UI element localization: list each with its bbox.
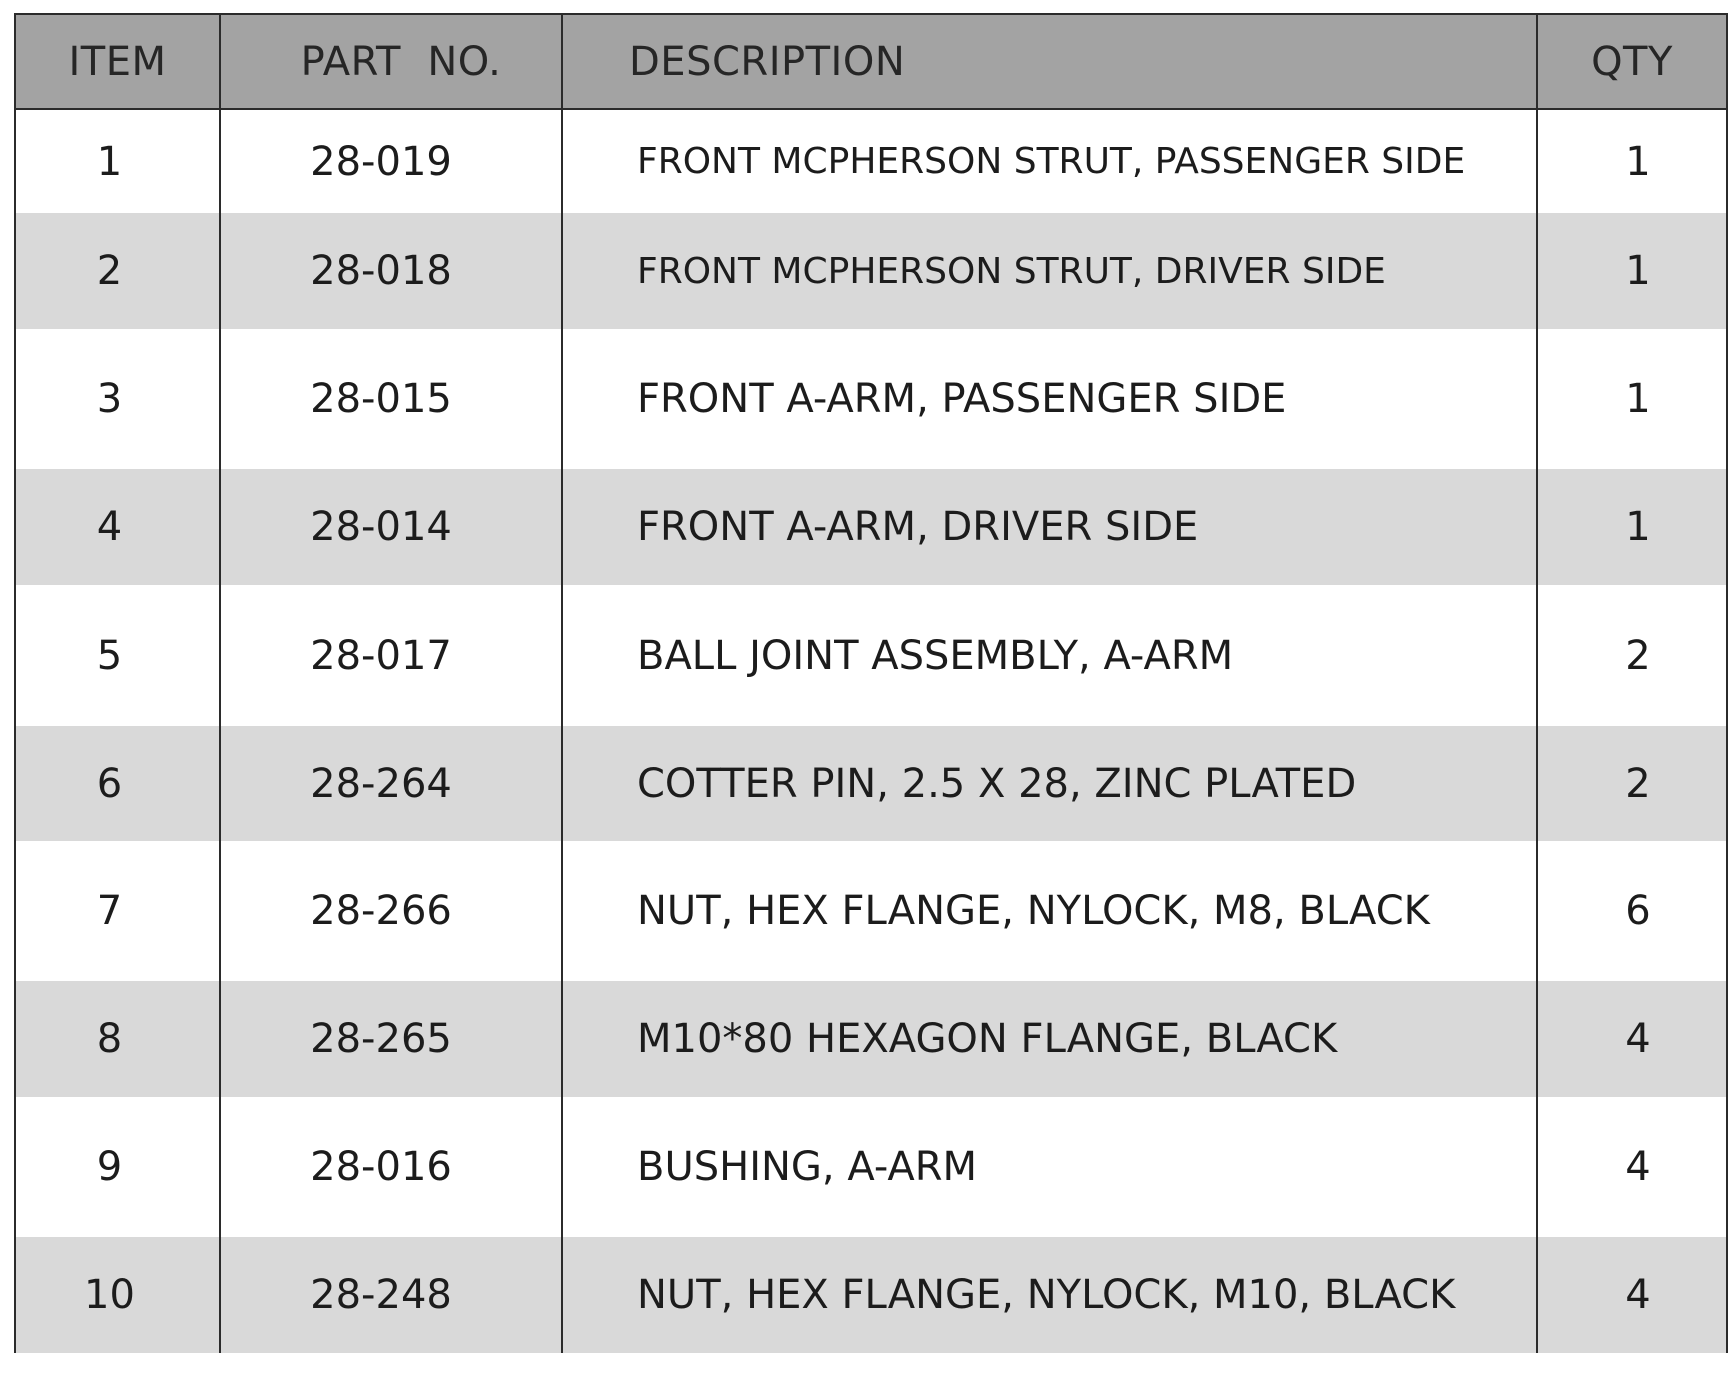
table-row [15,469,1727,585]
quantity: 6 [1537,841,1727,981]
quantity: 2 [1537,585,1727,726]
item-number: 5 [15,585,220,726]
item-number: 9 [15,1097,220,1237]
item-number: 8 [15,981,220,1097]
item-number: 2 [15,213,220,329]
part-number: 28-019 [220,109,562,213]
quantity: 1 [1537,469,1727,585]
part-description: FRONT A-ARM, PASSENGER SIDE [562,329,1537,469]
table-row [15,841,1727,981]
header-part-no: PART NO. [220,14,562,109]
quantity: 2 [1537,726,1727,841]
table-row [15,585,1727,726]
table-body [15,109,1727,1353]
part-description: NUT, HEX FLANGE, NYLOCK, M8, BLACK [562,841,1537,981]
part-number: 28-014 [220,469,562,585]
header-row [15,14,1727,109]
part-description: M10*80 HEXAGON FLANGE, BLACK [562,981,1537,1097]
item-number: 6 [15,726,220,841]
item-number: 10 [15,1237,220,1353]
table-header [15,14,1727,109]
part-number: 28-017 [220,585,562,726]
parts-list-table [14,13,1728,1353]
part-description: NUT, HEX FLANGE, NYLOCK, M10, BLACK [562,1237,1537,1353]
quantity: 4 [1537,1097,1727,1237]
quantity: 1 [1537,329,1727,469]
table-row [15,1237,1727,1353]
part-description: FRONT MCPHERSON STRUT, PASSENGER SIDE [562,109,1537,213]
header-description: DESCRIPTION [562,14,1537,109]
part-description: FRONT MCPHERSON STRUT, DRIVER SIDE [562,213,1537,329]
part-number: 28-018 [220,213,562,329]
table-row [15,1097,1727,1237]
part-description: COTTER PIN, 2.5 X 28, ZINC PLATED [562,726,1537,841]
item-number: 3 [15,329,220,469]
table-row [15,109,1727,213]
item-number: 7 [15,841,220,981]
item-number: 4 [15,469,220,585]
table-row [15,213,1727,329]
table-row [15,726,1727,841]
header-item: ITEM [15,14,220,109]
part-number: 28-015 [220,329,562,469]
quantity: 1 [1537,109,1727,213]
part-number: 28-248 [220,1237,562,1353]
header-qty: QTY [1537,14,1727,109]
part-number: 28-266 [220,841,562,981]
item-number: 1 [15,109,220,213]
part-number: 28-016 [220,1097,562,1237]
table-row [15,981,1727,1097]
table-row [15,329,1727,469]
quantity: 4 [1537,981,1727,1097]
quantity: 1 [1537,213,1727,329]
part-number: 28-265 [220,981,562,1097]
part-description: BUSHING, A-ARM [562,1097,1537,1237]
part-number: 28-264 [220,726,562,841]
part-description: FRONT A-ARM, DRIVER SIDE [562,469,1537,585]
quantity: 4 [1537,1237,1727,1353]
part-description: BALL JOINT ASSEMBLY, A-ARM [562,585,1537,726]
